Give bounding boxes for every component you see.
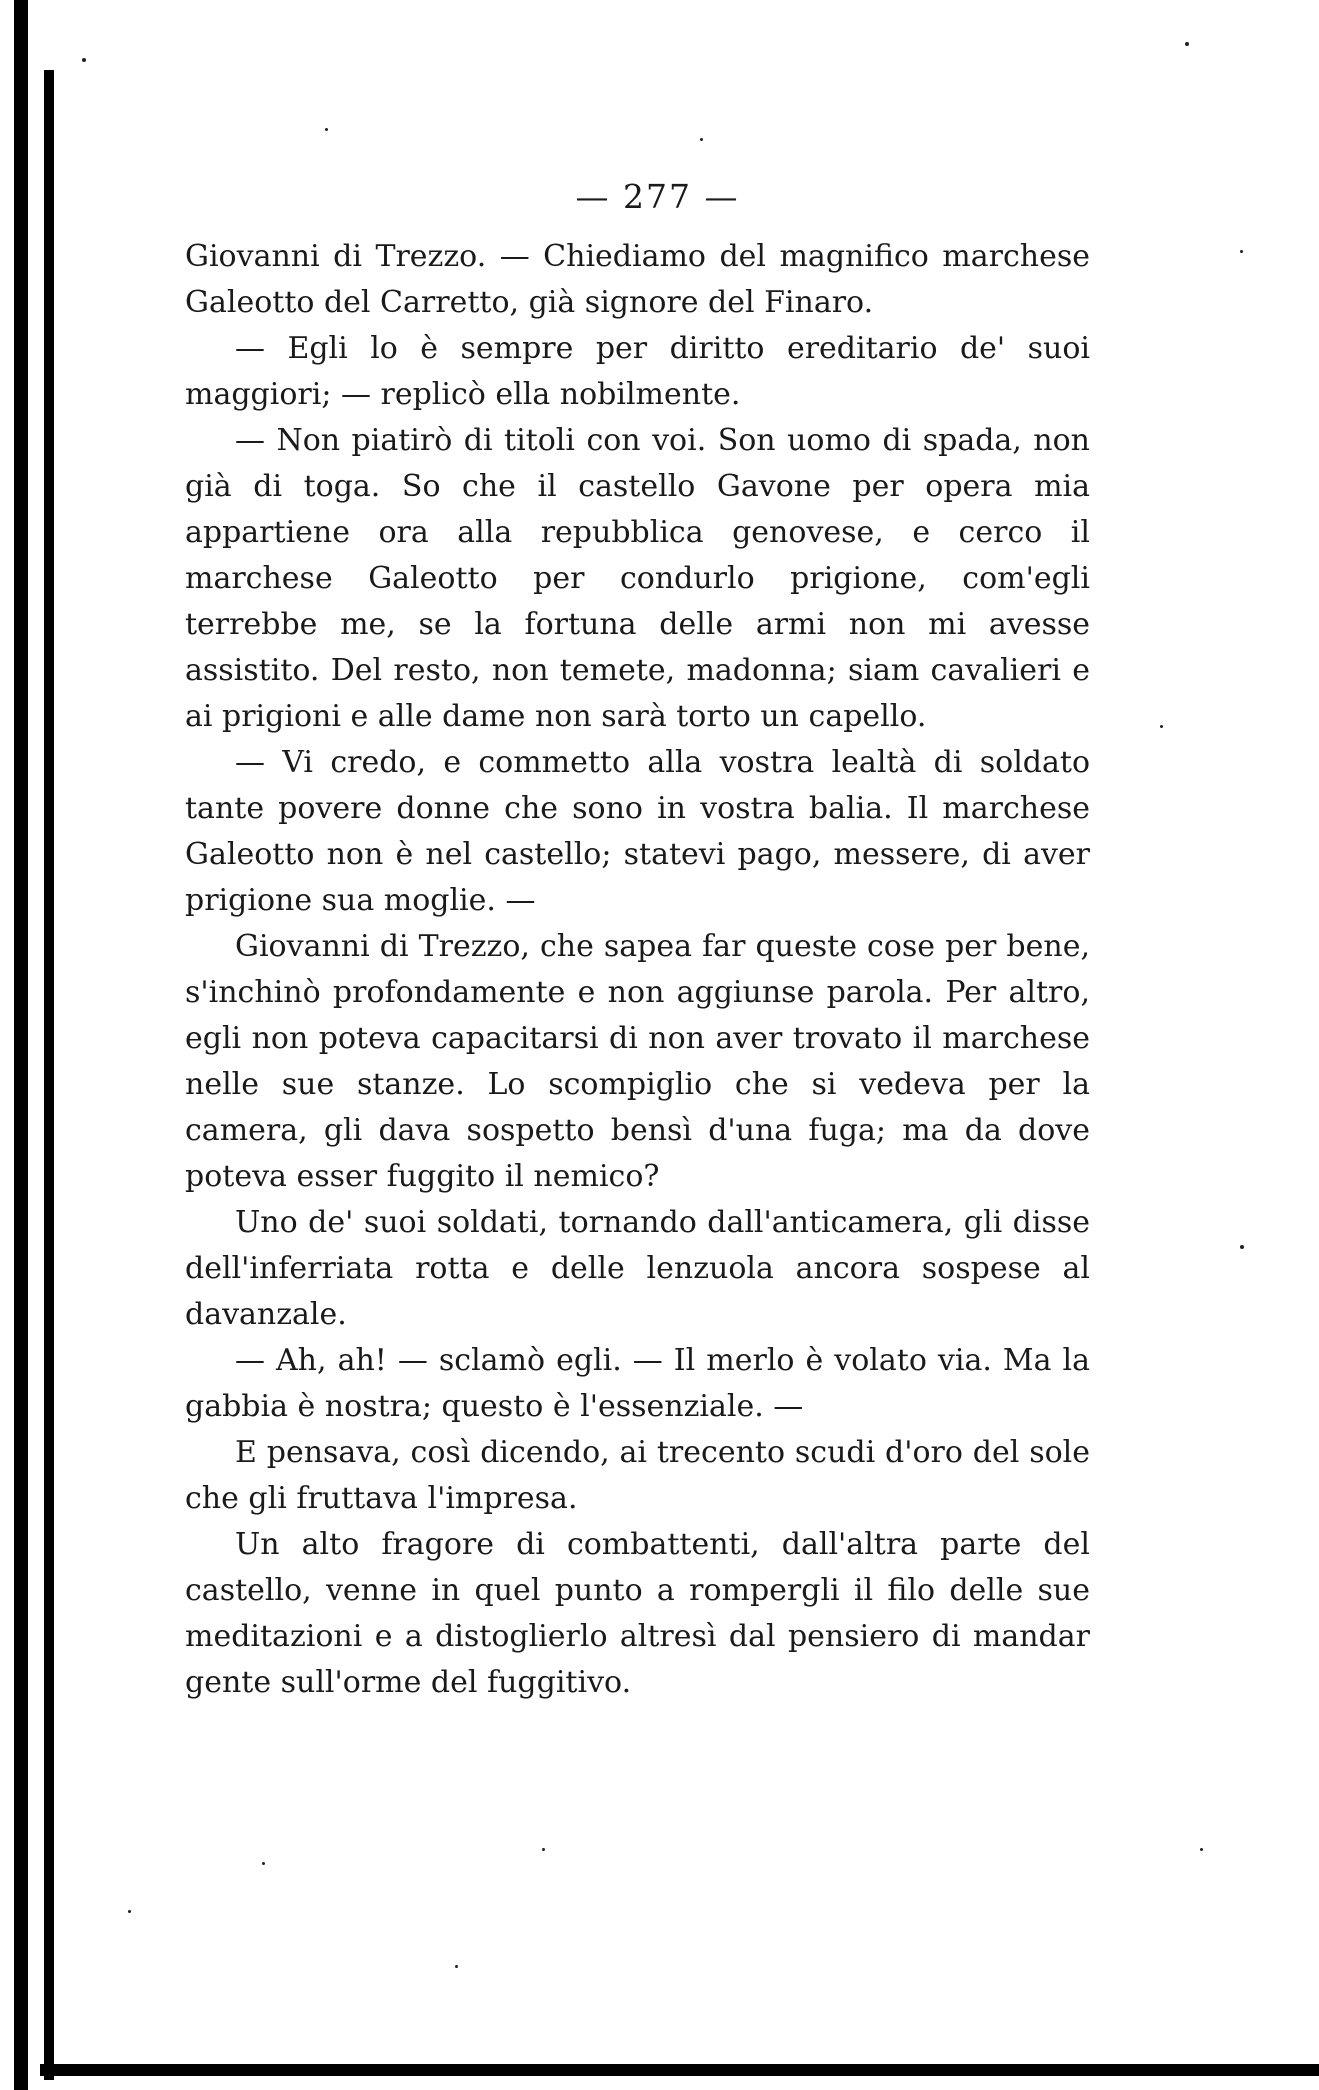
scan-speck bbox=[1200, 1848, 1203, 1851]
scan-speck bbox=[455, 1965, 458, 1968]
scan-speck bbox=[542, 1848, 545, 1851]
page-number: — 277 — bbox=[575, 177, 740, 216]
scan-speck bbox=[82, 58, 86, 62]
paragraph: Giovanni di Trezzo, che sapea far queste cose per bene, s'inchinò profondamente e non aggiunse parola. Per altro, egli non poteva capacitarsi di non aver trovato il marchese nelle sue stanze. Lo scompiglio che si vedeva per la camera, gli dava sospetto bensì d'una fuga; ma da dove poteva esser fuggito il nemico? bbox=[185, 929, 1090, 1194]
paragraph: — Ah, ah! — sclamò egli. — Il merlo è volato via. Ma la gabbia è nostra; questo è l'essenziale. — bbox=[185, 1343, 1090, 1424]
paragraph: — Egli lo è sempre per diritto ereditario de' suoi maggiori; — replicò ella nobilmente. bbox=[185, 331, 1090, 412]
scan-speck bbox=[1185, 42, 1189, 46]
paragraph: Un alto fragore di combattenti, dall'altra parte del castello, venne in quel punto a rompergli il filo delle sue meditazioni e a distoglierlo altresì dal pensiero di mandar gente sull'orme del fuggitivo. bbox=[185, 1527, 1090, 1700]
scan-speck bbox=[700, 138, 703, 141]
scan-border-bottom bbox=[40, 2064, 1319, 2076]
scan-border-inner bbox=[44, 70, 54, 2080]
scan-speck bbox=[262, 1862, 265, 1865]
scan-speck bbox=[128, 1910, 131, 1913]
scan-speck bbox=[1160, 725, 1163, 728]
paragraph: — Vi credo, e commetto alla vostra lealtà di soldato tante povere donne che sono in vostra balia. Il marchese Galeotto non è nel castello; statevi pago, messere, di aver prigione sua moglie. — bbox=[185, 745, 1090, 918]
scan-border-left bbox=[14, 0, 28, 2090]
scan-speck bbox=[325, 128, 328, 131]
scan-speck bbox=[1240, 250, 1243, 253]
paragraph: E pensava, così dicendo, ai trecento scudi d'oro del sole che gli fruttava l'impresa. bbox=[185, 1435, 1090, 1516]
paragraph: Giovanni di Trezzo. — Chiediamo del magnifico marchese Galeotto del Carretto, già signore del Finaro. bbox=[185, 239, 1090, 320]
paragraph: — Non piatirò di titoli con voi. Son uomo di spada, non già di toga. So che il castello Gavone per opera mia appartiene ora alla repubblica genovese, e cerco il marchese Galeotto per condurlo prigione, com'egli terrebbe me, se la fortuna delle armi non mi avesse assistito. Del resto, non temete, madonna; siam cavalieri e ai prigioni e alle dame non sarà torto un capello. bbox=[185, 423, 1090, 734]
scan-speck bbox=[1240, 1245, 1244, 1249]
paragraph: Uno de' suoi soldati, tornando dall'anticamera, gli disse dell'inferriata rotta e delle lenzuola ancora sospese al davanzale. bbox=[185, 1205, 1090, 1332]
book-page bbox=[185, 168, 1090, 1706]
